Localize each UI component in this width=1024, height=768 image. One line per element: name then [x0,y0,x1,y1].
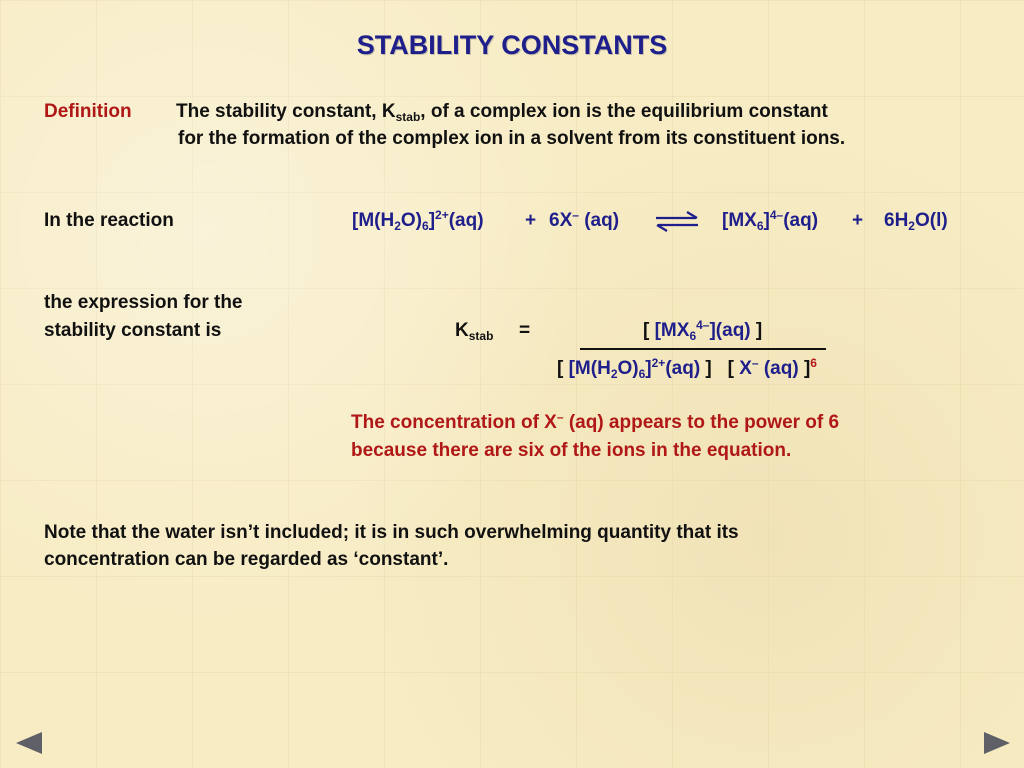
product-water: $6H_2O(l)$ [884,210,948,233]
definition-label: Definition [44,101,132,122]
equilibrium-arrow-icon [652,210,702,232]
reactant-complex: $[M(H_2O)_6]^{2+}(aq)$ [352,208,484,233]
fraction-denominator: [ $[M(H_2O)_6]^{2+}(aq)$ ] [ X– (aq) ]$^6$ [557,356,817,381]
reactant-ligand: 6X– (aq) [549,208,620,231]
plus-sign: + [525,210,537,231]
fraction-numerator: [ $[MX_6^{4-}](aq)$ ] [643,318,763,343]
expression-label-line-2: stability constant is [44,320,222,341]
triangle-right-icon[interactable] [984,732,1010,754]
equals-sign: = [519,320,531,341]
water-note-line-2: concentration can be regarded as ‘constant’. [44,549,449,570]
triangle-left-icon[interactable] [16,732,42,754]
k-stab-symbol: $K_{stab}$ [455,320,494,343]
reaction-label: In the reaction [44,210,174,231]
power-note-line-1: The concentration of X– (aq) appears to the power of 6 [351,410,840,433]
definition-line-2: for the formation of the complex ion in a solvent from its constituent ions. [178,128,846,149]
plus-sign: + [852,210,864,231]
page-title: STABILITY CONSTANTS [356,30,668,60]
fraction-bar [580,348,826,350]
product-complex: $[MX_6]^{4-}(aq)$ [722,208,819,233]
power-note-line-2: because there are six of the ions in the equation. [351,440,792,461]
water-note-line-1: Note that the water isn’t included; it is in such overwhelming quantity that its [44,522,739,543]
expression-label-line-1: the expression for the [44,292,243,313]
definition-line-1: The stability constant, $K_{stab}$, of a complex ion is the equilibrium constant [176,101,828,124]
